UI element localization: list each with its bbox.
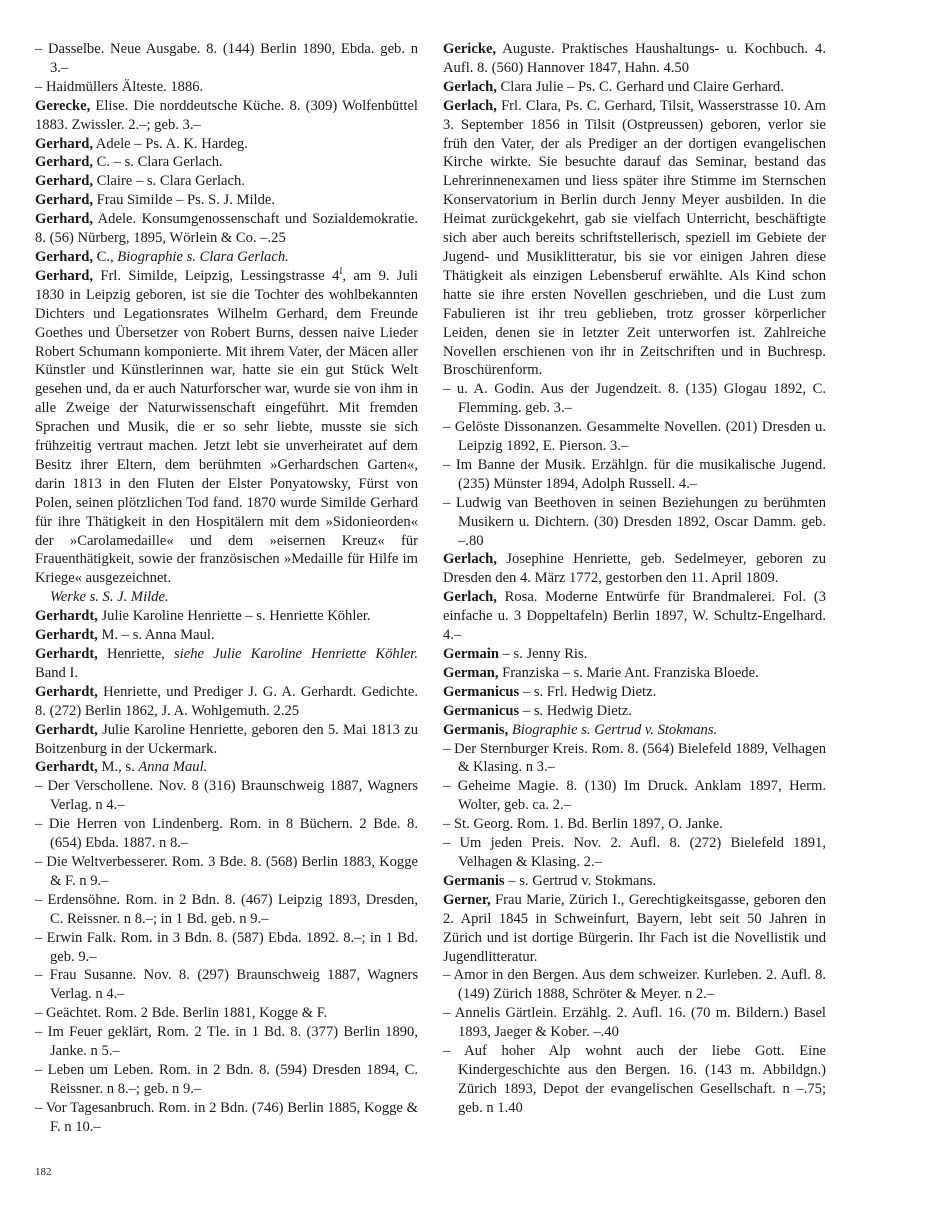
index-entry [443,78,826,97]
index-entry [35,97,418,135]
entry-text: – Geheime Magie. 8. (130) Im Druck. Anklam 1897, Herm. Wolter, geb. ca. 2.– [443,778,826,814]
entry-name: Gerhard, [35,267,93,284]
entry-name: Gericke, [443,41,497,57]
entry-text: Frl. Similde, Leipzig, Lessingstrasse 4 [92,267,340,284]
entry-name: Gerhardt, [35,721,98,738]
index-entry [443,891,826,967]
entry-text: – Leben um Leben. Rom. in 2 Bdn. 8. (594) Dresden 1894, C. Reissner. n 8.–; geb. n 9.– [35,1061,418,1097]
index-entry [35,135,418,154]
entry-name: Gerhard, [35,154,93,171]
index-entry [35,607,418,626]
entry-text: – Vor Tagesanbruch. Rom. in 2 Bdn. (746) Berlin 1885, Kogge & F. n 10.– [35,1099,418,1135]
index-entry [35,210,418,248]
entry-text: – Der Verschollene. Nov. 8 (316) Braunschweig 1887, Wagners Verlag. n 4.– [35,778,418,814]
entry-text: Julie Karoline Henriette – s. Henriette Köhler. [97,608,371,625]
entry-text: M. – s. Anna Maul. [97,627,215,644]
entry-name: Gerlach, [443,97,497,114]
entry-text: – Ludwig van Beethoven in seinen Beziehungen zu berühmten Musikern u. Dichtern. (30) Dresden 1892, Oscar Damm. geb. –.80 [443,494,826,549]
index-entry [35,191,418,210]
entry-name: Germanis [443,872,505,889]
sub-entry [35,891,418,929]
entry-text: Frau Similde – Ps. S. J. Milde. [92,192,276,209]
entry-text: Claire – s. Clara Gerlach. [92,173,245,190]
entry-text: – Die Herren von Lindenberg. Rom. in 8 Büchern. 2 Bde. 8. (654) Ebda. 1887. n 8.– [35,816,418,852]
entry-text: – Die Weltverbesserer. Rom. 3 Bde. 8. (568) Berlin 1883, Kogge & F. n 9.– [35,853,418,889]
entry-name: Gerhardt, [35,646,98,662]
entry-text: Rosa. Moderne Entwürfe für Brandmalerei. Fol. (3 einfache u. 3 Doppeltafeln) Berlin 1897, W. Schultz-Engelhard. 4.– [443,589,826,644]
entry-text: Band I. [35,664,78,681]
index-entry [35,267,418,588]
entry-name: Gerhard, [35,192,93,209]
entry-name: Gerhardt, [35,683,98,700]
index-entry [443,664,826,683]
italic-text: Biographie s. Gertrud v. Stokmans. [511,721,718,738]
sub-entry [443,494,826,551]
entry-text: Clara Julie – Ps. C. Gerhard und Claire Gerhard. [496,78,784,95]
entry-name: Gerlach, [443,551,497,568]
entry-text: Henriette, und Prediger J. G. A. Gerhardt. Gedichte. 8. (272) Berlin 1862, J. A. Wohlgemuth. 2.25 [35,683,418,719]
entry-name: Gerner, [443,891,491,908]
sub-entry [35,1023,418,1061]
entry-name: Germain [443,646,499,662]
entry-text: Adele – Ps. A. K. Hardeg. [92,135,248,152]
index-entry [35,172,418,191]
entry-text: – Erdensöhne. Rom. in 2 Bdn. 8. (467) Leipzig 1893, Dresden, C. Reissner. n 8.–; in 1 Bd. geb. n 9.– [35,891,418,927]
left-column [35,40,418,1137]
entry-text: Frl. Clara, Ps. C. Gerhard, Tilsit, Wasserstrasse 10. Am 3. September 1856 in Tilsit (Ostpreussen) geboren, verlor sie früh den Vater, der als Prediger an der dortigen evangelischen Kirche wirkte. Sie besuchte darauf das Seminar, bestand das Lehrerinnenexamen und liess später ihre Stimme im Sternschen Konservatorium in Berlin durch Jenny Meyer ausbilden. In die Heimat zurückgekehrt, gab sie vielfach Unterricht, beschäftigte sich aber auch bereits schriftstellerisch, speziell im Gebiete der Jugend- und Musiklitteratur, bis sie vor einigen Jahren diese Thätigkeit als einzigen Lebensberuf erwählte. Als Kind schon hatte sie ihre ersten Novellen geschrieben, und die Lust zum Fabulieren ist ihr treu geblieben, trotz grosser körperlicher Leiden, denen sie in letzter Zeit unterworfen ist. Zahlreiche Novellen erschienen von ihr in Zeitschriften und in Buchresp. Broschürenform. [443,97,826,379]
entry-text: – s. Gertrud v. Stokmans. [504,872,657,889]
entry-text: , am 9. Juli 1830 in Leipzig geboren, ist sie die Tochter des wohlbekannten Dichters und Legationsrates Wilhelm Gerhard, dem Freunde Goethes und Übersetzer von Robert Burns, dessen naive Lieder Robert Schumann komponierte. Mit ihrem Vater, der Mäcen aller Künstler und Künstlerinnen war, hatte sie ein gut Stück Welt gesehen und, da er auch Naturforscher war, wurde sie von ihm in alle Zweige der Naturwissenschaft eingeführt. Mit fremden Sprachen und Musik, die er so sehr liebte, musste sie sich frühzeitig vertraut machen. Jetzt lebt sie unverheiratet auf dem Besitz ihrer Eltern, dem berühmten »Gerhardschen Garten«, darin 1813 in den Fluten der Elster Ponyatowsky, Fürst von Polen, seinen plötzlichen Tod fand. 1870 wurde Similde Gerhard für ihre Thätigkeit in den Hospitälern mit dem »Sidonieorden« der »Carolamedaille« und dem »eisernen Kreuz« für Frauenthätigkeit, sowie der französischen »Medaille für Hilfe im Kriege« ausgezeichnet. [35,267,418,587]
entry-name: Germanis, [443,721,509,738]
page-number: 182 [35,1166,52,1178]
entry-text: – Haidmüllers Älteste. 1886. [35,78,204,95]
entry-text: – Im Banne der Musik. Erzählgn. für die musikalische Jugend. (235) Münster 1894, Adolph Russell. 4.– [443,456,826,492]
entry-name: Gerlach, [443,589,497,606]
sub-entry [35,1061,418,1099]
entry-text: – s. Frl. Hedwig Dietz. [519,683,657,700]
entry-name: German, [443,664,499,681]
sub-entry [443,815,826,834]
entry-text: Franziska – s. Marie Ant. Franziska Bloede. [498,664,759,681]
entry-text: – Frau Susanne. Nov. 8. (297) Braunschweig 1887, Wagners Verlag. n 4.– [35,967,418,1003]
entry-text: – Geächtet. Rom. 2 Bde. Berlin 1881, Kogge & F. [35,1005,328,1022]
entry-name: Gerhardt, [35,759,98,776]
index-entry [443,40,826,78]
entry-name: Gerlach, [443,78,497,95]
sub-entry [443,834,826,872]
sub-entry [35,78,418,97]
entry-name: Gerhard, [35,173,93,190]
entry-text: Henriette, [97,646,175,662]
sub-entry [443,1004,826,1042]
entry-text: Adele. Konsumgenossenschaft und Sozialdemokratie. 8. (56) Nürberg, 1895, Wörlein & Co. –.25 [35,211,418,247]
sub-entry [35,966,418,1004]
entry-text: Elise. Die norddeutsche Küche. 8. (309) Wolfenbüttel 1883. Zwissler. 2.–; geb. 3.– [35,97,418,133]
sub-entry [35,1099,418,1137]
index-entry [443,588,826,645]
entry-text: – Im Feuer geklärt, Rom. 2 Tle. in 1 Bd. 8. (377) Berlin 1890, Janke. n 5.– [35,1024,418,1060]
entry-text: Auguste. Praktisches Haushaltungs- u. Kochbuch. 4. Aufl. 8. (560) Hannover 1847, Hahn. 4.50 [443,41,826,76]
entry-text: – s. Jenny Ris. [498,646,588,662]
index-entry [35,758,418,777]
sub-entry [35,929,418,967]
sub-entry [443,1042,826,1118]
sub-entry [35,777,418,815]
sub-entry [443,740,826,778]
italic-text: Werke s. S. J. Milde. [50,589,169,606]
entry-text: Julie Karoline Henriette, geboren den 5. Mai 1813 zu Boitzenburg in der Uckermark. [35,721,418,757]
entry-text: C. – s. Clara Gerlach. [92,154,223,171]
index-entry [443,97,826,381]
index-entry [443,872,826,891]
sub-entry [443,418,826,456]
index-entry [35,153,418,172]
entry-text: M., s. [97,759,139,776]
index-entry [35,721,418,759]
entry-name: Germanicus [443,683,520,700]
index-entry [35,626,418,645]
italic-text: siehe Julie Karoline Henriette Köhler. [174,646,418,662]
sub-entry [443,456,826,494]
entry-name: Gerhard, [35,211,93,228]
index-entry [35,248,418,267]
entry-text: – u. A. Godin. Aus der Jugendzeit. 8. (135) Glogau 1892, C. Flemming. geb. 3.– [443,381,826,417]
entry-name: Gerhardt, [35,608,98,625]
index-entry [443,702,826,721]
sub-entry [35,815,418,853]
entry-text: – Auf hoher Alp wohnt auch der liebe Gott. Eine Kindergeschichte aus den Bergen. 16. (143 m. Abbildgn.) Zürich 1893, Depot der evangelischen Gesellschaft. n –.75; geb. n 1.40 [443,1043,826,1116]
entry-text: Frau Marie, Zürich I., Gerechtigkeitsgasse, geboren den 2. April 1845 in Schweinfurt, Bayern, lebt seit 50 Jahren in Zürich und ist dortige Bürgerin. Ihr Fach ist die Novellistik und Jugendlitteratur. [443,891,826,965]
index-entry [35,683,418,721]
superscript: I [339,266,343,277]
index-entry [443,721,826,740]
right-column [443,40,826,1118]
sub-entry [35,40,418,78]
entry-name: Gerhard, [35,135,93,152]
entry-text: – St. Georg. Rom. 1. Bd. Berlin 1897, O. Janke. [443,816,723,833]
note-entry [35,588,418,607]
index-entry [443,683,826,702]
sub-entry [443,966,826,1004]
entry-name: Gerhard, [35,248,93,265]
entry-text: – Amor in den Bergen. Aus dem schweizer. Kurleben. 2. Aufl. 8. (149) Zürich 1888, Schröter & Meyer. n 2.– [443,967,826,1003]
sub-entry [35,1004,418,1023]
italic-text: Anna Maul. [138,759,208,776]
entry-text: Josephine Henriette, geb. Sedelmeyer, geboren zu Dresden den 4. März 1772, gestorben den 11. April 1809. [443,551,826,587]
sub-entry [443,777,826,815]
entry-text: – s. Hedwig Dietz. [519,702,632,719]
italic-text: Biographie s. Clara Gerlach. [117,248,289,265]
entry-text: – Erwin Falk. Rom. in 3 Bdn. 8. (587) Ebda. 1892. 8.–; in 1 Bd. geb. 9.– [35,929,418,965]
entry-text: C., [92,248,118,265]
index-entry [443,645,826,664]
entry-name: Gerhardt, [35,627,98,644]
entry-text: – Annelis Gärtlein. Erzählg. 2. Aufl. 16. (70 m. Bildern.) Basel 1893, Jaeger & Kober. –.40 [443,1005,826,1041]
index-entry [35,645,418,683]
entry-text: – Dasselbe. Neue Ausgabe. 8. (144) Berlin 1890, Ebda. geb. n 3.– [35,41,418,76]
entry-text: – Der Sternburger Kreis. Rom. 8. (564) Bielefeld 1889, Velhagen & Klasing. n 3.– [443,740,826,776]
entry-name: Gerecke, [35,97,91,114]
sub-entry [35,853,418,891]
entry-name: Germanicus [443,702,520,719]
sub-entry [443,380,826,418]
index-entry [443,550,826,588]
entry-text: – Um jeden Preis. Nov. 2. Aufl. 8. (272) Bielefeld 1891, Velhagen & Klasing. 2.– [443,835,826,870]
entry-text: – Gelöste Dissonanzen. Gesammelte Novellen. (201) Dresden u. Leipzig 1892, E. Pierson. 3.– [443,419,826,455]
